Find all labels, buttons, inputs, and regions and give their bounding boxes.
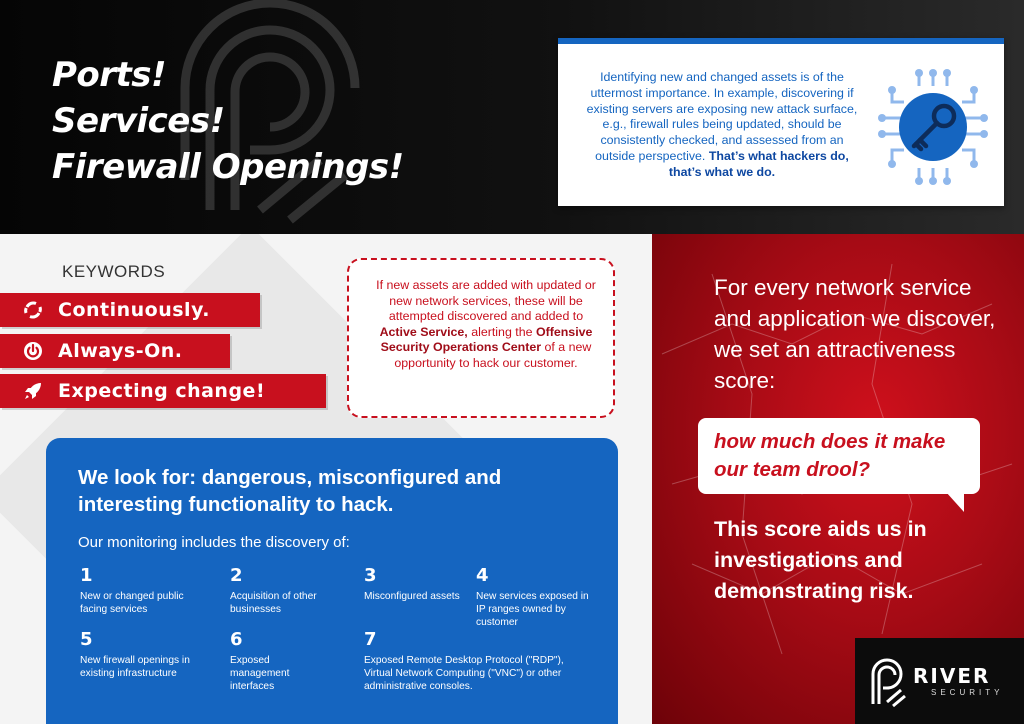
item-text: New or changed public facing services <box>80 591 184 615</box>
item-number: 7 <box>364 629 377 650</box>
intro-card <box>558 38 1004 206</box>
active-service-text-1: If new assets are added with updated or new network services, these will be attempted discovered and added to <box>376 278 596 324</box>
keyword-label: Expecting change! <box>58 380 266 402</box>
active-service-callout <box>347 258 615 418</box>
rocket-icon <box>22 380 44 402</box>
item-number: 3 <box>364 565 377 586</box>
keyword-always-on <box>0 334 230 368</box>
top-banner <box>0 0 1024 234</box>
intro-text <box>580 70 864 181</box>
list-item <box>230 566 340 616</box>
left-section <box>0 234 652 724</box>
refresh-icon <box>22 299 44 321</box>
active-service-text-2: alerting the <box>467 324 536 339</box>
headline-line-3: Firewall Openings! <box>52 147 404 187</box>
item-number: 6 <box>230 629 243 650</box>
osoc-highlight: Offensive Security Operations Center <box>380 324 593 355</box>
item-text: Acquisition of other businesses <box>230 591 317 615</box>
headline-line-2: Services! <box>52 101 225 141</box>
item-text: Misconfigured assets <box>364 591 460 602</box>
score-quote: how much does it make our team drool? <box>714 430 946 481</box>
item-text: Exposed management interfaces <box>230 655 290 692</box>
aid-text: This score aids us in investigations and demonstrating risk. <box>714 517 927 603</box>
list-item <box>364 630 584 693</box>
keyword-label: Always-On. <box>58 340 183 362</box>
fingerprint-logo-icon <box>867 654 907 708</box>
lookfor-subtitle: Our monitoring includes the discovery of: <box>78 534 350 551</box>
power-icon <box>22 340 44 362</box>
item-text: New services exposed in IP ranges owned by customer <box>476 591 589 628</box>
lookfor-title: We look for: dangerous, misconfigured and interesting functionality to hack. <box>78 466 502 516</box>
active-service-highlight: Active Service, <box>379 324 468 339</box>
page-headline <box>52 52 404 190</box>
list-item <box>80 630 200 680</box>
item-number: 1 <box>80 565 93 586</box>
list-item <box>476 566 596 629</box>
item-text: New firewall openings in existing infrastructure <box>80 655 190 679</box>
list-item <box>364 566 464 603</box>
score-text: For every network service and application we discover, we set an attractiveness score: <box>714 275 996 393</box>
keyword-continuously <box>0 293 260 327</box>
speech-bubble <box>698 418 980 494</box>
item-text: Exposed Remote Desktop Protocol ("RDP"), Virtual Network Computing ("VNC") or other administrative consoles. <box>364 655 564 692</box>
keyword-expecting-change <box>0 374 326 408</box>
active-service-text <box>371 278 601 372</box>
item-number: 2 <box>230 565 243 586</box>
lookfor-card <box>46 438 618 724</box>
key-circuit-icon <box>874 68 992 188</box>
intro-emphasis: That’s what hackers do, that’s what we do. <box>668 148 849 179</box>
item-number: 5 <box>80 629 93 650</box>
list-item <box>80 566 210 616</box>
intro-body: Identifying new and changed assets is of the uttermost importance. In example, discovering if existing servers are exposing new attack surface, e.g., firewall rules being updated, should be consistently checked, and assessed from an outside perspective. <box>586 70 858 163</box>
right-section <box>652 234 1024 724</box>
item-number: 4 <box>476 565 489 586</box>
keywords-title: KEYWORDS <box>62 262 166 281</box>
keyword-label: Continuously. <box>58 299 210 321</box>
headline-line-1: Ports! <box>52 55 167 95</box>
speech-bubble-tail <box>946 492 964 512</box>
river-security-logo <box>855 638 1024 724</box>
brand-sub: SECURITY <box>931 688 1004 697</box>
brand-name: RIVER <box>913 664 991 688</box>
list-item <box>230 630 330 693</box>
active-service-text-3: of a new opportunity to hack our customer. <box>394 340 592 370</box>
